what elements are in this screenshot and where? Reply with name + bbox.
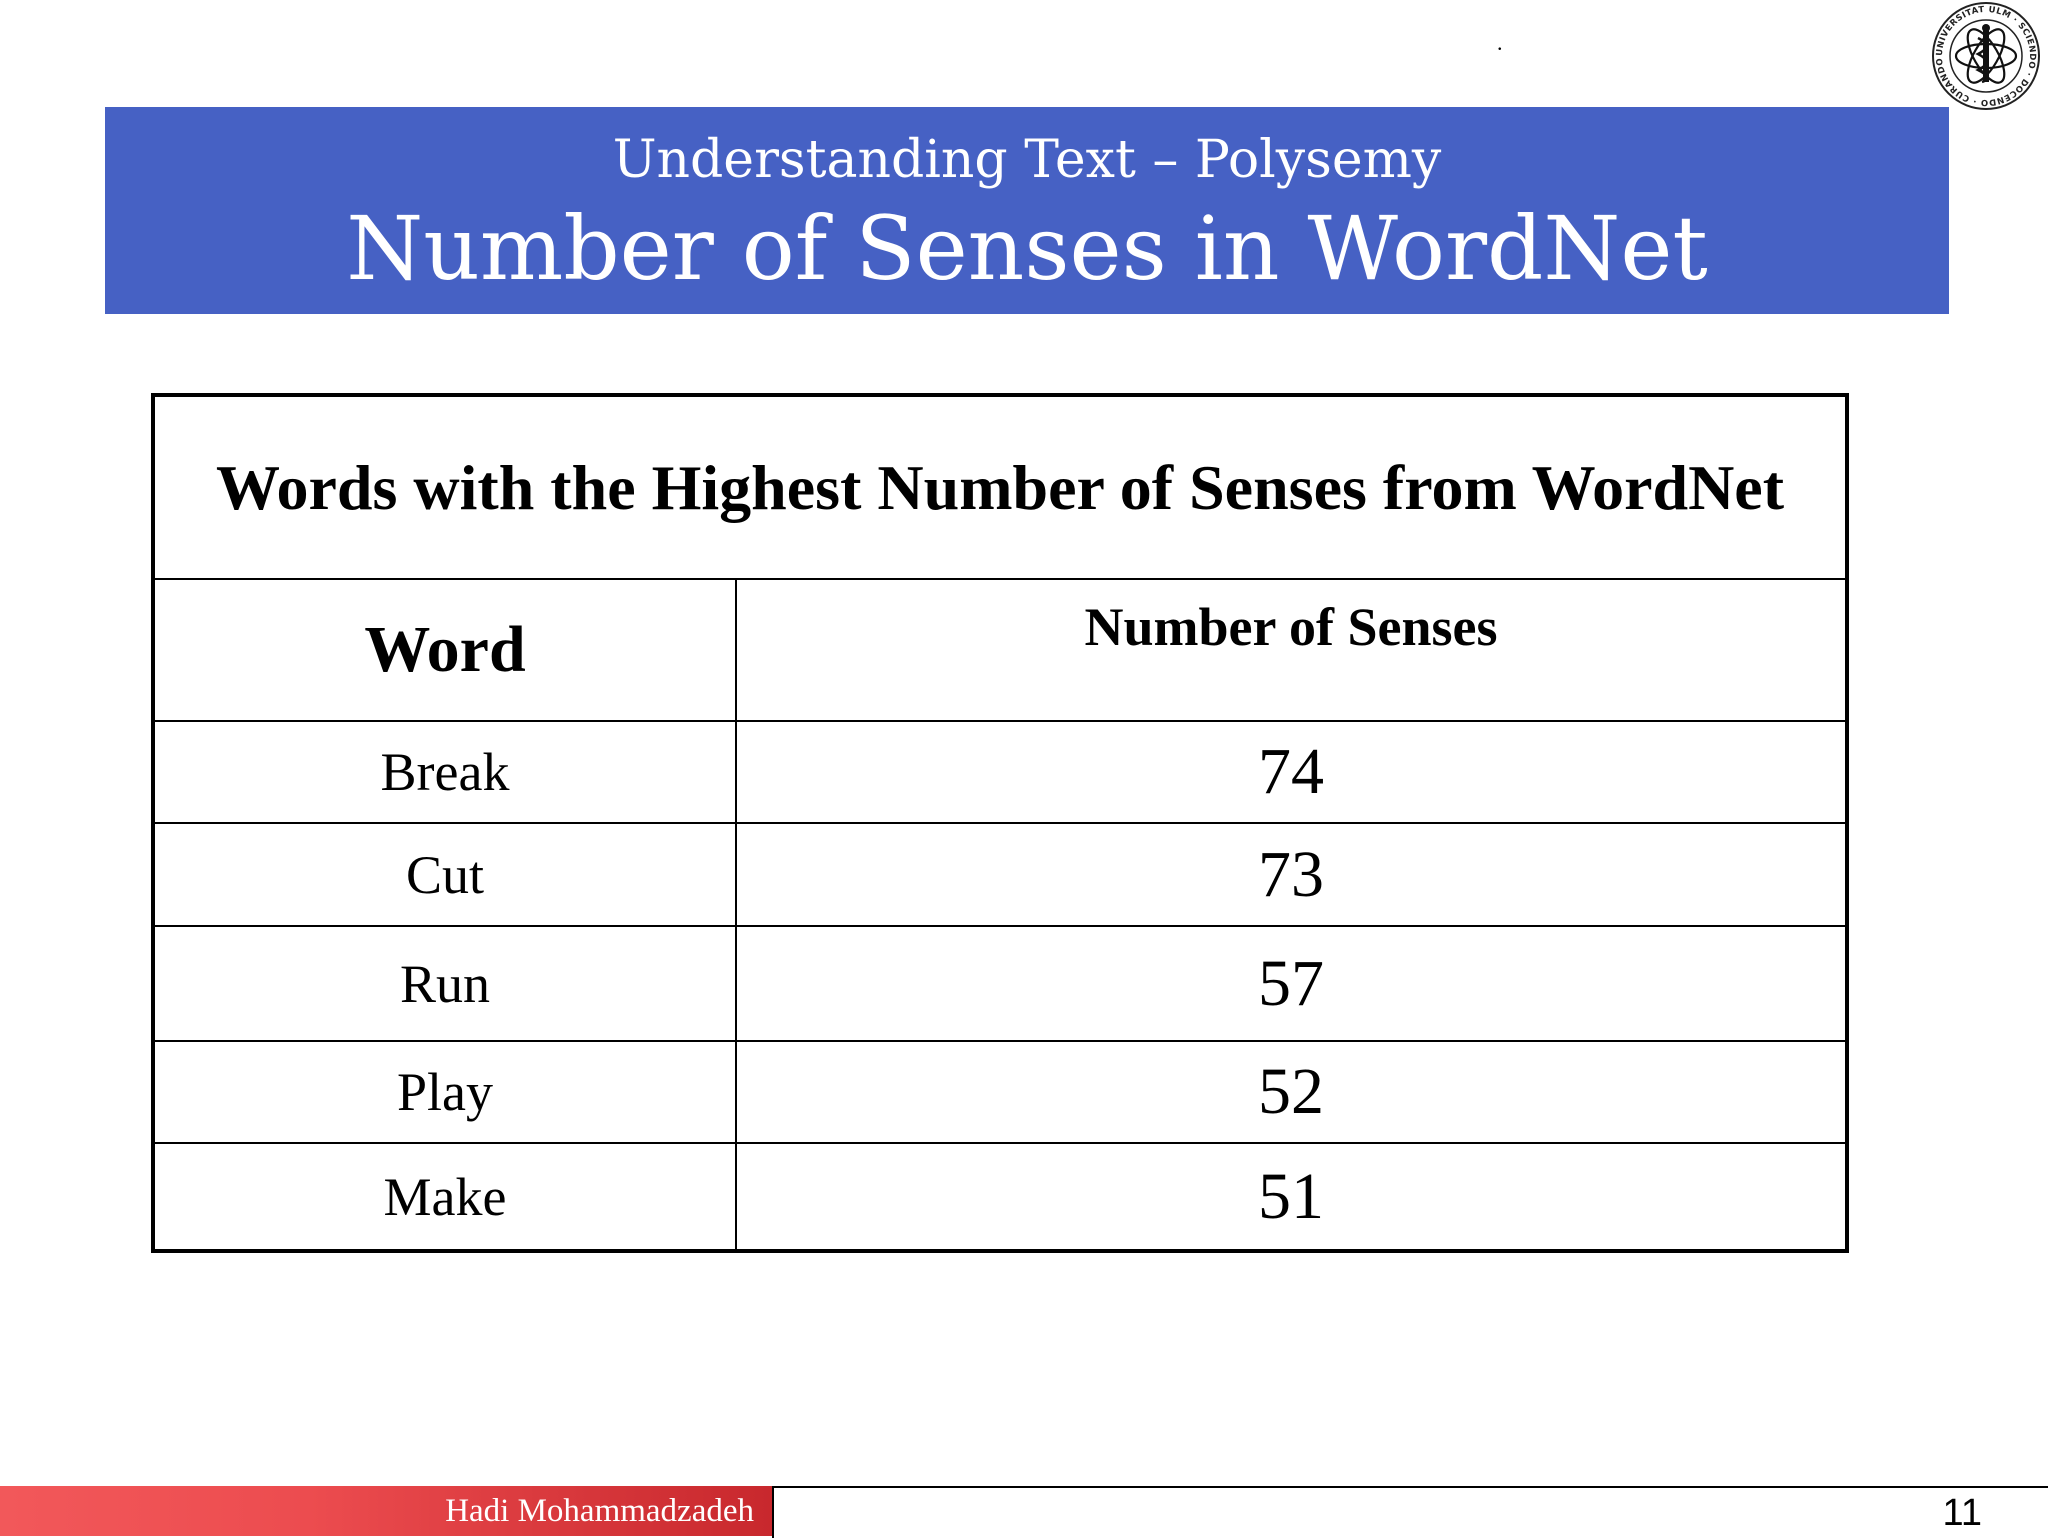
corner-mark: . bbox=[1497, 30, 1503, 55]
table-row bbox=[153, 823, 1847, 926]
footer-author: Hadi Mohammadzadeh bbox=[0, 1486, 772, 1536]
table-row bbox=[153, 926, 1847, 1041]
senses-cell: 51 bbox=[736, 1143, 1847, 1251]
senses-table bbox=[151, 393, 1849, 1253]
table-row bbox=[153, 1143, 1847, 1251]
word-cell: Break bbox=[153, 721, 736, 823]
table-row bbox=[153, 1041, 1847, 1143]
senses-cell: 57 bbox=[736, 926, 1847, 1041]
title-banner bbox=[105, 107, 1949, 314]
senses-cell: 52 bbox=[736, 1041, 1847, 1143]
table-row bbox=[153, 721, 1847, 823]
senses-cell: 73 bbox=[736, 823, 1847, 926]
senses-cell: 74 bbox=[736, 721, 1847, 823]
table-caption: Words with the Highest Number of Senses from WordNet bbox=[153, 395, 1847, 579]
page-number: 11 bbox=[1942, 1492, 1982, 1534]
seal-text: UNIVERSITAT ULM · SCIENDO · DOCENDO · CURANDO bbox=[1934, 4, 2038, 108]
university-seal-icon bbox=[1930, 0, 2042, 112]
column-header-senses: Number of Senses bbox=[736, 579, 1847, 721]
word-cell: Play bbox=[153, 1041, 736, 1143]
footer-bar bbox=[772, 1486, 2048, 1536]
slide-title: Number of Senses in WordNet bbox=[346, 197, 1708, 300]
slide-subtitle: Understanding Text – Polysemy bbox=[612, 130, 1442, 190]
word-cell: Make bbox=[153, 1143, 736, 1251]
word-cell: Run bbox=[153, 926, 736, 1041]
column-header-word: Word bbox=[153, 579, 736, 721]
word-cell: Cut bbox=[153, 823, 736, 926]
